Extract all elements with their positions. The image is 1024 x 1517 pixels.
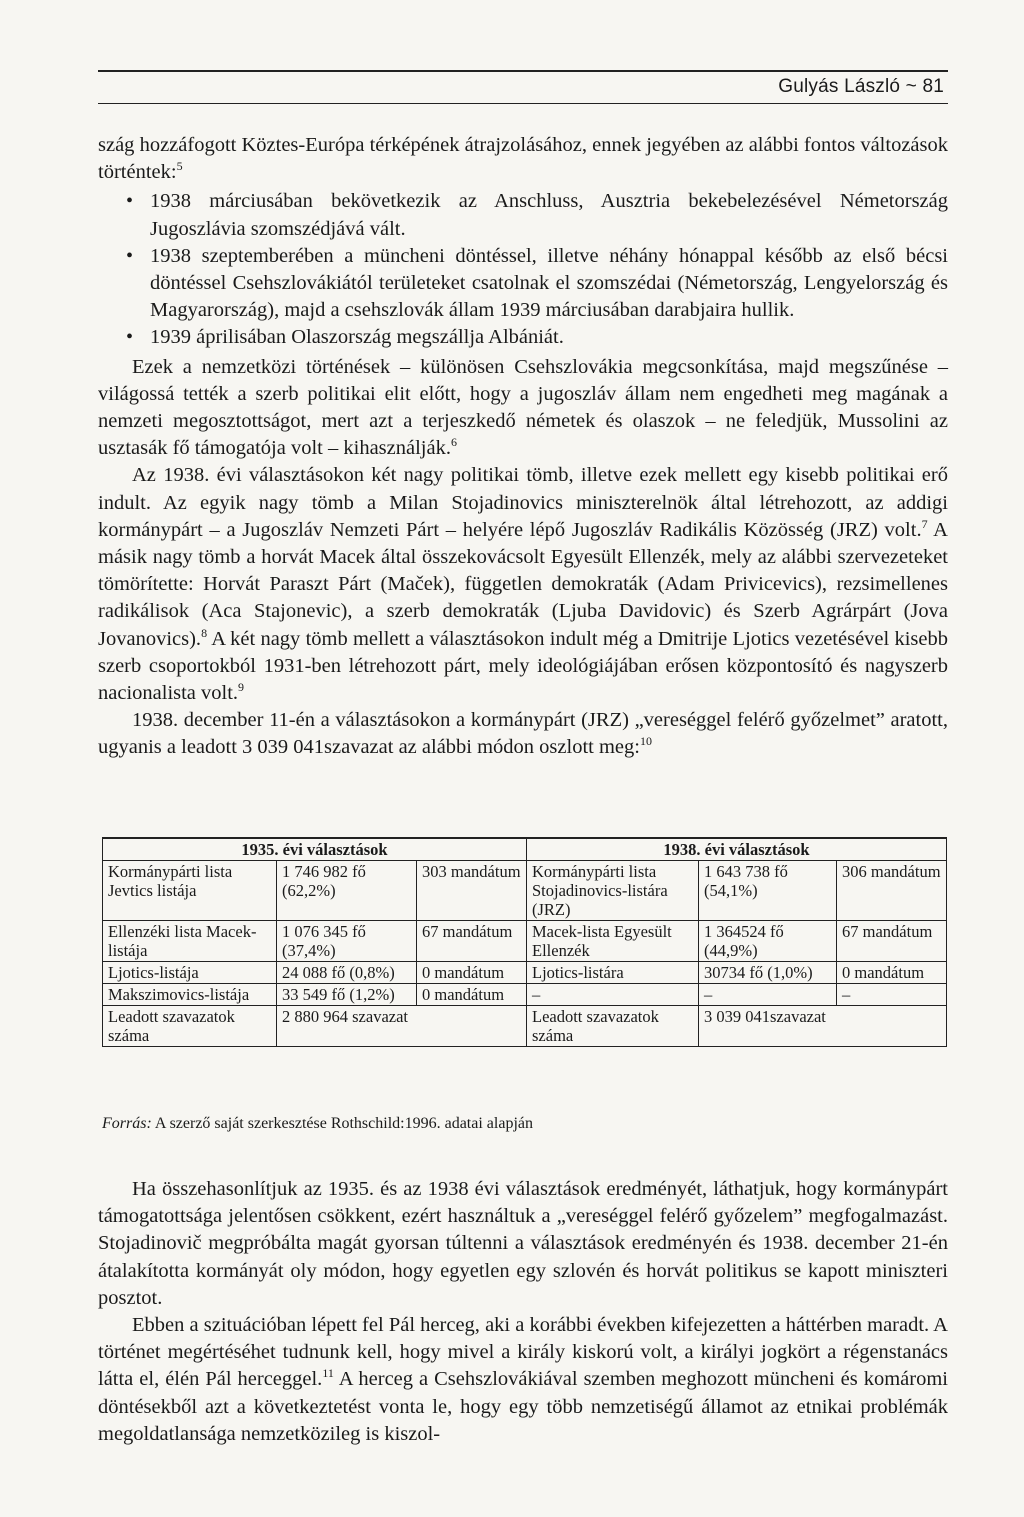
cell-total-votes-1938: 3 039 041szavazat bbox=[699, 1006, 947, 1047]
cell-seats-1938: 306 mandátum bbox=[837, 861, 947, 921]
paragraph-2 bbox=[98, 354, 948, 463]
cell-votes-1935: 1 746 982 fő (62,2%) bbox=[277, 861, 417, 921]
footnote-ref-11: 11 bbox=[322, 1366, 334, 1381]
cell-list-1938: – bbox=[527, 984, 699, 1006]
cell-votes-1938: 30734 fő (1,0%) bbox=[699, 962, 837, 984]
cell-votes-1938: 1 643 738 fő (54,1%) bbox=[699, 861, 837, 921]
cell-total-votes-1935: 2 880 964 szavazat bbox=[277, 1006, 527, 1047]
bullet-item-1938-march bbox=[98, 188, 948, 242]
cell-list-1938: Kormánypárti lista Stojadinovics-listára (JRZ) bbox=[527, 861, 699, 921]
paragraph-1 bbox=[98, 132, 948, 186]
paragraph-5 bbox=[98, 1176, 948, 1312]
running-header bbox=[98, 70, 948, 104]
paragraph-3-text-c: A két nagy tömb mellett a választásokon indult még a Dmitrije Ljotics vezetésével kisebb szerb csoportokból 1931-ben létrehozott párt, mely ideológiájában erősen központosító és nagyszerb nacionalista volt. bbox=[98, 627, 948, 705]
paragraph-3-text-b: A másik nagy tömb a horvát Macek által összekovácsolt Egyesült Ellenzék, mely az alábbi szervezeteket tömörítette: Horvát Paraszt Párt (Maček), független demokraták (Adam Privicevics), rezsimellenes radikálisok (Aca Stajonevic), a szerb demokraták (Ljuba Davidovic) és Szerb Agrárpárt (Jova Jovanovics). bbox=[98, 518, 948, 650]
table-header-row bbox=[103, 838, 947, 861]
cell-seats-1938: 67 mandátum bbox=[837, 921, 947, 962]
paragraph-3-text-a: Az 1938. évi választásokon két nagy politikai tömb, illetve ezek mellett egy kisebb politikai erő indult. Az egyik nagy tömb a Milan Stojadinovics miniszterelnök által létrehozott, az addigi kormánypárt – a Jugoszláv Nemzeti Párt – helyére lépő Jugoszláv Radikális Közösség (JRZ) volt. bbox=[98, 464, 948, 541]
cell-total-label-1935: Leadott szavazatok száma bbox=[103, 1006, 277, 1047]
paragraph-6-text-b: A herceg a Csehszlovákiával szemben meghozott müncheni és komáromi döntésekből azt a következtetést vonta le, hogy egy több nemzetiségű államot az etnikai problémák megoldatlansága nemzetközileg is kiszol- bbox=[98, 1368, 948, 1445]
cell-seats-1938: 0 mandátum bbox=[837, 962, 947, 984]
cell-votes-1938: – bbox=[699, 984, 837, 1006]
header-1935: 1935. évi választások bbox=[103, 838, 527, 861]
cell-list-1938: Ljotics-listára bbox=[527, 962, 699, 984]
paragraph-2-text: Ezek a nemzetközi történések – különösen Csehszlovákia megcsonkítása, majd megszűnése – világossá tették a szerb politikai elit előtt, hogy a jugoszláv állam nem engedheti meg magának a nemzeti megosztottságot, mert azt a terjeszkedő németek és olaszok – ne feledjük, Mussolini az usztasák fő támogatója volt – kihasználják. bbox=[98, 355, 948, 460]
footnote-ref-6: 6 bbox=[450, 435, 457, 450]
bullet-text: 1939 áprilisában Olaszország megszállja Albániát. bbox=[150, 326, 564, 349]
cell-votes-1938: 1 364524 fő (44,9%) bbox=[699, 921, 837, 962]
table-row bbox=[103, 984, 947, 1006]
bullet-text: 1938 szeptemberében a müncheni döntéssel, illetve néhány hónappal később az első bécsi döntéssel Csehszlovákiától területeket csatolnak el szomszédai (Németország, Lengyelország és Magyarország), majd a csehszlovák állam 1939 márciusában darabjaira hullik. bbox=[150, 244, 948, 322]
cell-total-label-1938: Leadott szavazatok száma bbox=[527, 1006, 699, 1047]
cell-votes-1935: 33 549 fő (1,2%) bbox=[277, 984, 417, 1006]
table-row-totals bbox=[103, 1006, 947, 1047]
footnote-ref-8: 8 bbox=[201, 625, 208, 640]
body-text-lower bbox=[98, 1176, 948, 1448]
cell-votes-1935: 1 076 345 fő (37,4%) bbox=[277, 921, 417, 962]
cell-votes-1935: 24 088 fő (0,8%) bbox=[277, 962, 417, 984]
bullet-item-1939-april bbox=[98, 324, 948, 351]
bullet-item-1938-september bbox=[98, 243, 948, 325]
bullet-list bbox=[98, 188, 948, 351]
bullet-text: 1938 márciusában bekövetkezik az Anschluss, Ausztria bekebelezésével Németország Jugoszlávia szomszédjává vált. bbox=[150, 190, 948, 240]
footnote-ref-7: 7 bbox=[921, 517, 928, 532]
cell-seats-1935: 0 mandátum bbox=[417, 984, 527, 1006]
table-row bbox=[103, 921, 947, 962]
footnote-ref-9: 9 bbox=[238, 680, 245, 695]
cell-list-1935: Kormánypárti lista Jevtics listája bbox=[103, 861, 277, 921]
footnote-ref-5: 5 bbox=[176, 159, 183, 174]
paragraph-4 bbox=[98, 707, 948, 761]
cell-list-1935: Ljotics-listája bbox=[103, 962, 277, 984]
footnote-ref-10: 10 bbox=[639, 734, 652, 749]
table-source-caption bbox=[102, 1114, 946, 1134]
cell-list-1935: Makszimovics-listája bbox=[103, 984, 277, 1006]
header-1938: 1938. évi választások bbox=[527, 838, 947, 861]
election-results-table bbox=[102, 837, 947, 1047]
caption-label: Forrás: bbox=[102, 1115, 152, 1132]
caption-text: A szerző saját szerkesztése Rothschild:1996. adatai alapján bbox=[151, 1115, 533, 1132]
body-text-upper bbox=[98, 132, 948, 762]
cell-list-1938: Macek-lista Egyesült Ellenzék bbox=[527, 921, 699, 962]
cell-seats-1935: 0 mandátum bbox=[417, 962, 527, 984]
paragraph-6 bbox=[98, 1312, 948, 1448]
table-row bbox=[103, 962, 947, 984]
cell-list-1935: Ellenzéki lista Macek-listája bbox=[103, 921, 277, 962]
paragraph-6-text-a: Ebben a szituációban lépett fel Pál herceg, aki a korábbi években kifejezetten a háttérben maradt. A történet megértéséhet tudnunk kell, hogy mivel a király kiskorú volt, a királyi jogkört a régenstanács látta el, élén Pál herceggel. bbox=[98, 1314, 948, 1391]
paragraph-4-text: 1938. december 11-én a választásokon a kormánypárt (JRZ) „vereséggel felérő győzelmet” aratott, ugyanis a leadott 3 039 041szavazat az alábbi módon oszlott meg: bbox=[98, 709, 948, 759]
paragraph-5-text: Ha összehasonlítjuk az 1935. és az 1938 évi választások eredményét, láthatjuk, hogy kormánypárt támogatottsága jelentősen csökkent, ezért használtuk a „vereséggel felérő győzelem” megfogalmazást. Stojadinovič megpróbálta magát gyorsan túltenni a választások eredményén és 1938. december 21-én átalakította kormányát oly módon, hogy egyetlen egy szlovén és horvát politikus se kapott miniszteri posztot. bbox=[98, 1178, 948, 1309]
cell-seats-1935: 67 mandátum bbox=[417, 921, 527, 962]
running-head-author-page: Gulyás László ~ 81 bbox=[778, 76, 944, 97]
cell-seats-1935: 303 mandátum bbox=[417, 861, 527, 921]
table-row bbox=[103, 861, 947, 921]
paragraph-3 bbox=[98, 462, 948, 707]
paragraph-1-text: szág hozzáfogott Köztes-Európa térképének átrajzolásához, ennek jegyében az alábbi fontos változások történtek: bbox=[98, 134, 948, 184]
cell-seats-1938: – bbox=[837, 984, 947, 1006]
